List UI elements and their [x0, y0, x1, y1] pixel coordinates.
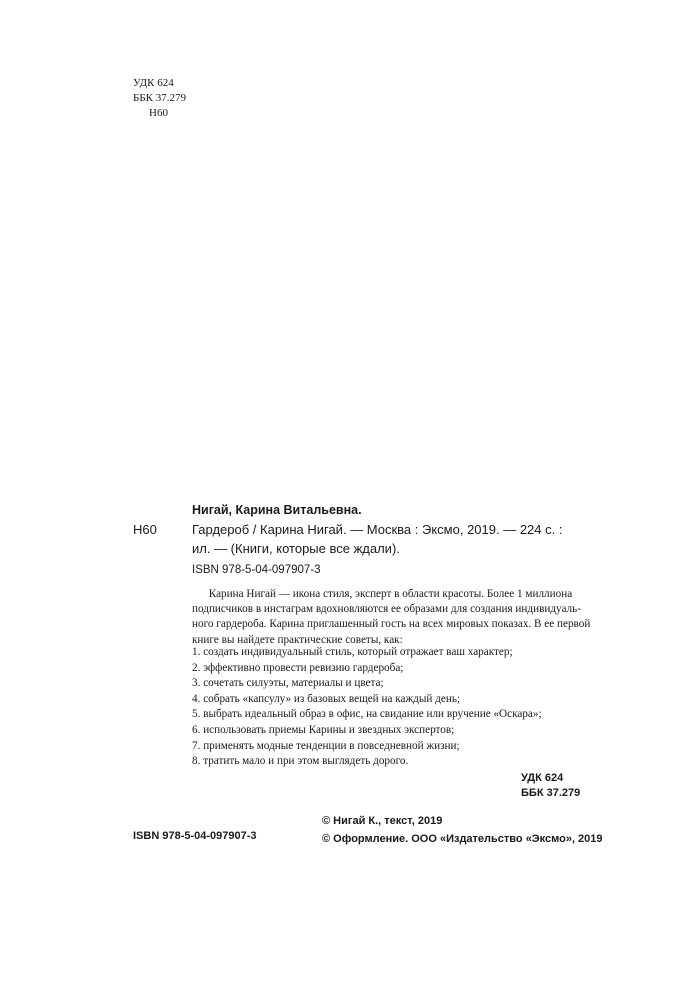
list-item: 3. сочетать силуэты, материалы и цвета;: [192, 677, 384, 690]
annotation: [192, 587, 591, 648]
list-item: 7. применять модные тенденции в повседневной жизни;: [192, 739, 460, 752]
list-item: 5. выбрать идеальный образ в офис, на свидание или вручение «Оскара»;: [192, 708, 542, 721]
list-item: 1. создать индивидуальный стиль, который отражает ваш характер;: [192, 646, 513, 658]
bbk-code: ББК 37.279: [133, 92, 186, 104]
annotation-line: Карина Нигай — икона стиля, эксперт в области красоты. Более 1 миллиона: [192, 588, 573, 600]
record-title: [192, 520, 584, 558]
copyright-block: [322, 812, 603, 848]
bottom-udk-code: УДК 624: [521, 772, 564, 784]
record-author: Нигай, Карина Витальевна.: [192, 503, 362, 517]
list-item: 4. собрать «капсулу» из базовых вещей на каждый день;: [192, 692, 461, 705]
record-title-line: ил. — (Книги, которые все ждали).: [192, 541, 400, 556]
copyright-text: © Нигай К., текст, 2019: [322, 815, 443, 827]
record-author-mark: Н60: [133, 522, 157, 537]
advice-list: [192, 645, 542, 770]
list-item: 2. эффективно провести ревизию гардероба;: [192, 661, 404, 674]
author-mark: Н60: [149, 107, 168, 119]
list-item: 6. использовать приемы Карины и звездных экспертов;: [192, 723, 455, 736]
top-classification-codes: [133, 76, 186, 121]
annotation-line: подписчиков в инстаграм вдохновляются ее образами для создания индивидуаль-: [192, 603, 581, 616]
record-title-line: Гардероб / Карина Нигай. — Москва : Эксмо, 2019. — 224 с. :: [192, 522, 563, 537]
annotation-line: книге вы найдете практические советы, как:: [192, 633, 403, 646]
annotation-line: ного гардероба. Карина приглашенный гость на всех мировых показах. В ее первой: [192, 618, 591, 631]
copyright-design: © Оформление. ООО «Издательство «Эксмо», 2019: [322, 833, 603, 845]
bottom-bbk-code: ББК 37.279: [521, 787, 581, 799]
list-item: 8. тратить мало и при этом выглядеть дорого.: [192, 755, 409, 768]
record-isbn: ISBN 978-5-04-097907-3: [192, 564, 321, 576]
bottom-isbn: ISBN 978-5-04-097907-3: [133, 830, 257, 842]
bottom-classification-codes: [521, 771, 580, 801]
udk-code: УДК 624: [133, 77, 174, 89]
